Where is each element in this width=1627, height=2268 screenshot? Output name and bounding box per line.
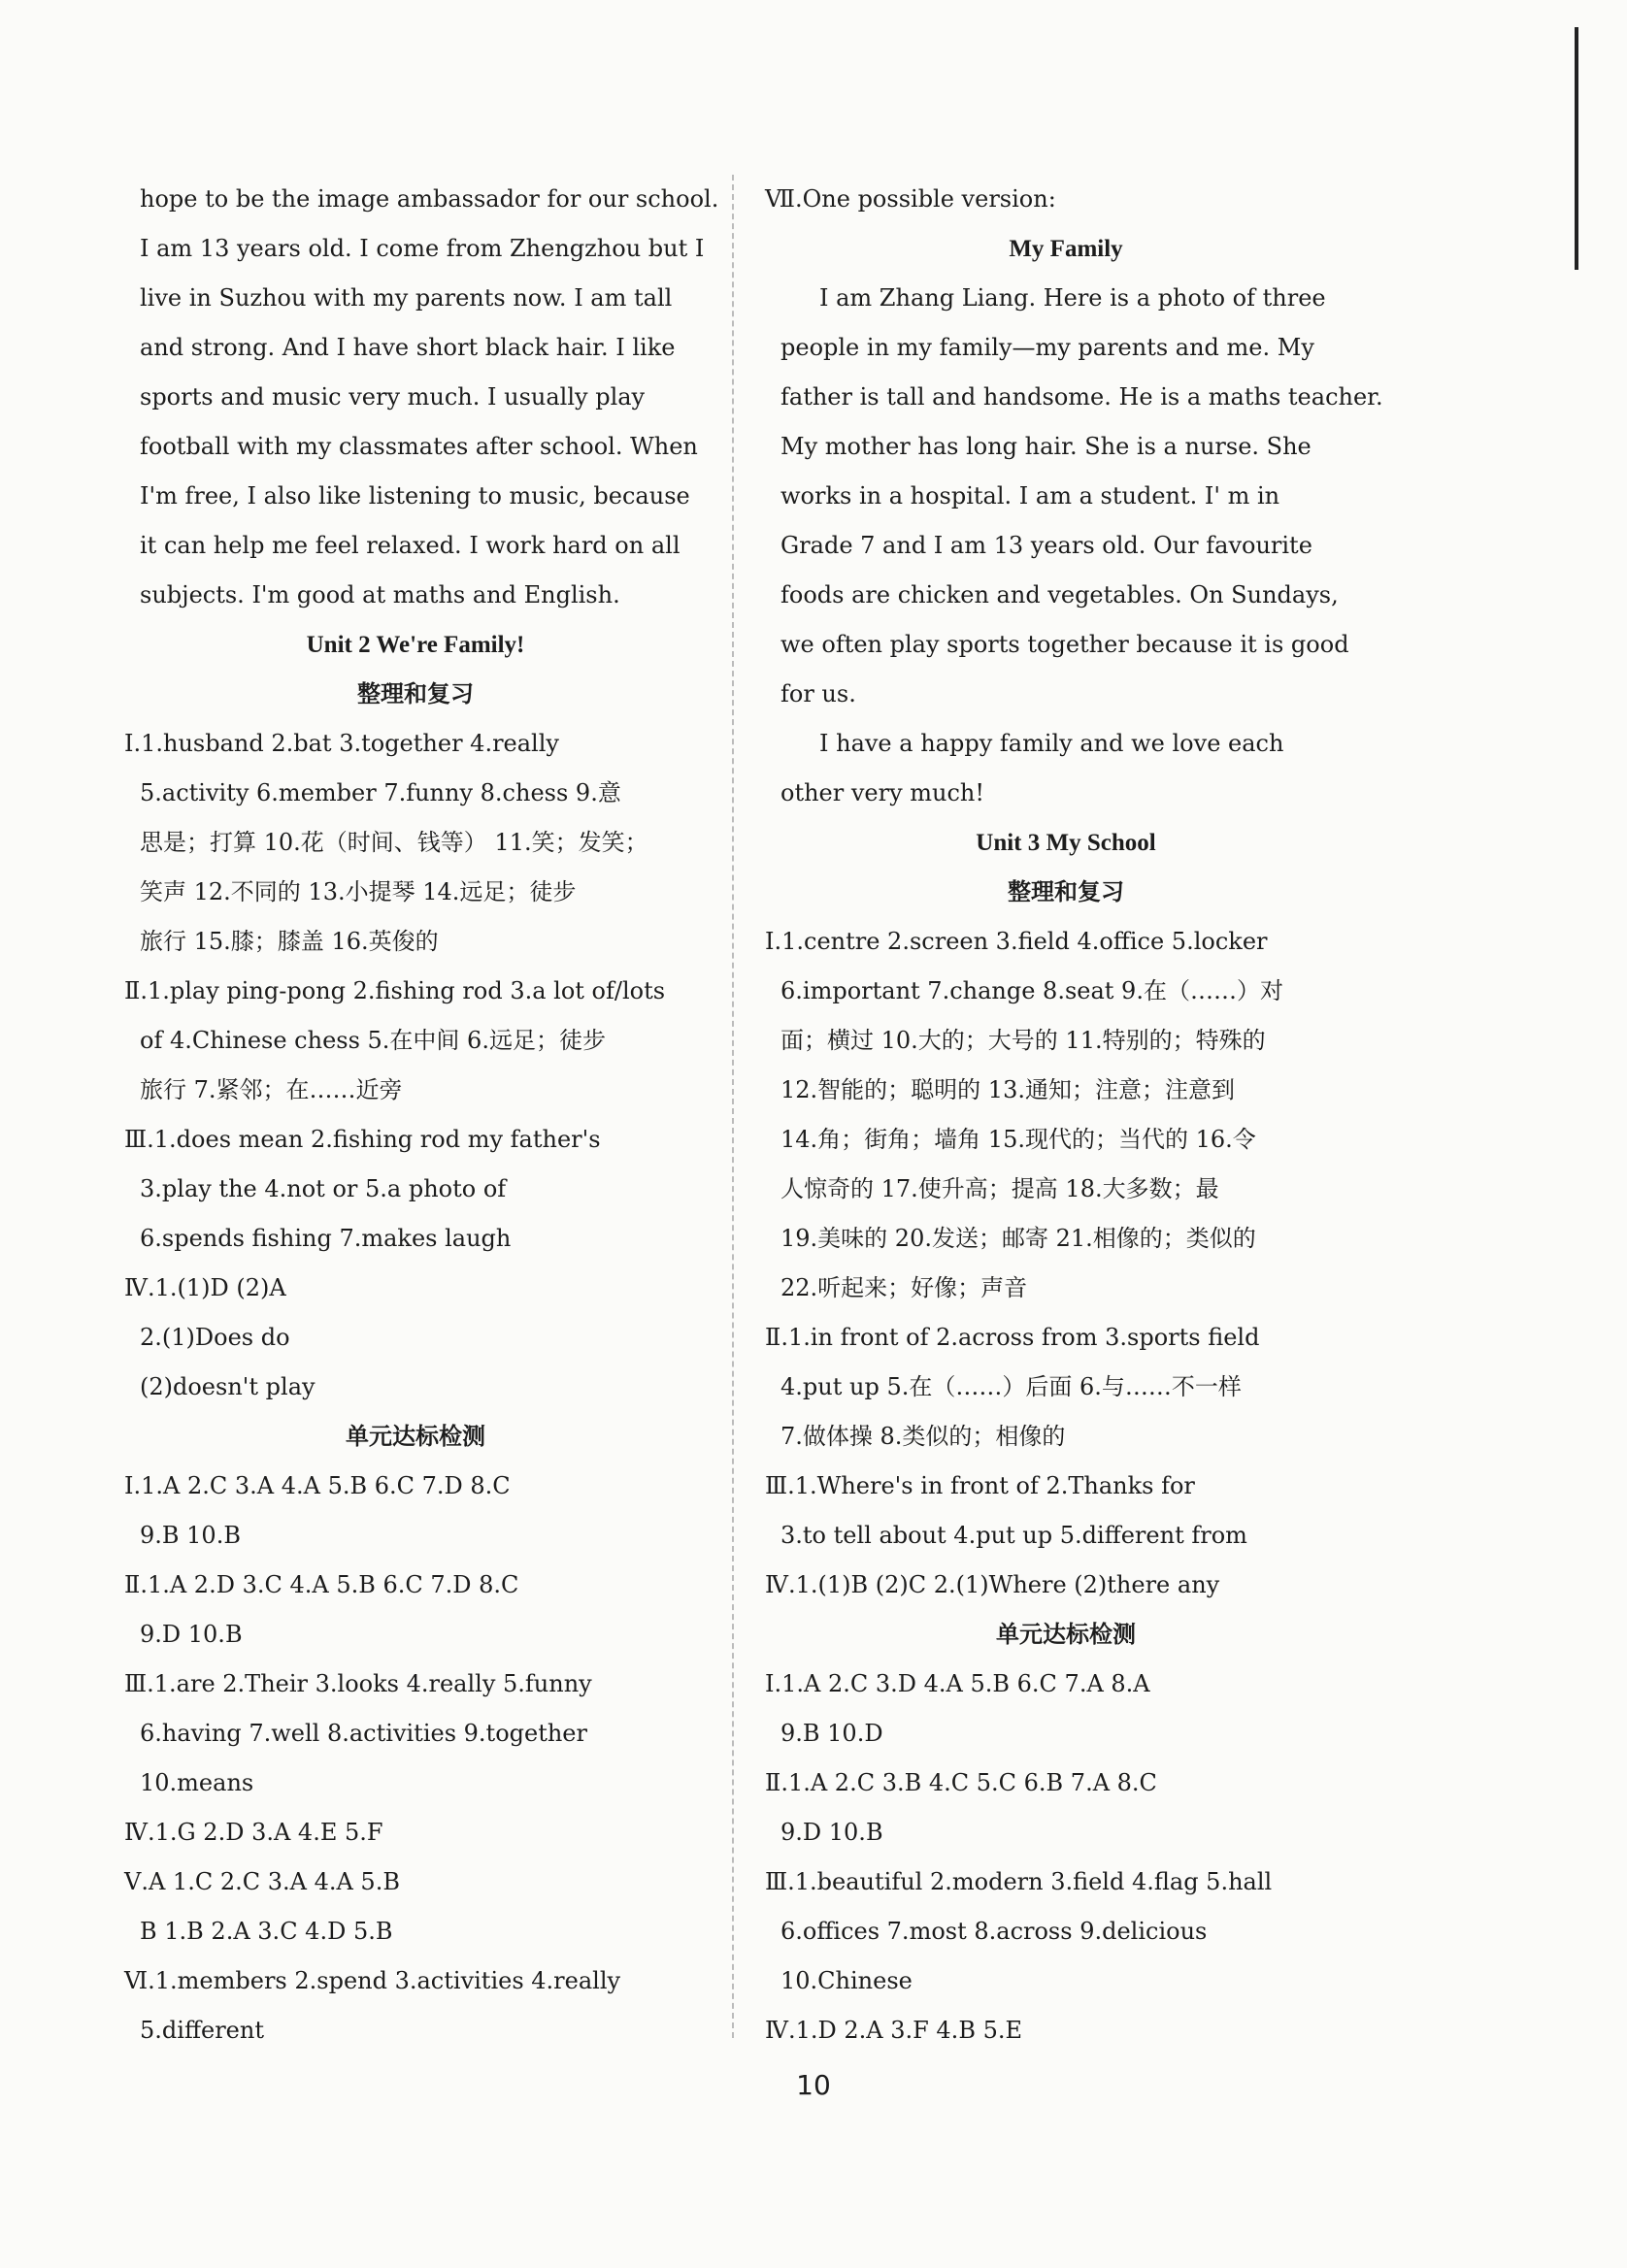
left-line: 单元达标检测	[346, 1423, 485, 1450]
right-line: Ⅳ.1.D 2.A 3.F 4.B 5.E	[765, 2017, 1022, 2044]
right-line: I am Zhang Liang. Here is a photo of three	[819, 284, 1326, 312]
left-line: Ⅱ.1.play ping-pong 2.fishing rod 3.a lot of/lots	[124, 977, 666, 1004]
right-line: Ⅱ.1.in front of 2.across from 3.sports field	[765, 1324, 1260, 1351]
left-line: 旅行 15.膝；膝盖 16.英俊的	[140, 928, 439, 955]
right-line: 面；横过 10.大的；大号的 11.特别的；特殊的	[780, 1027, 1266, 1054]
right-line: 人惊奇的 17.使升高；提高 18.大多数；最	[780, 1175, 1219, 1202]
left-line: 3.play the 4.not or 5.a photo of	[140, 1175, 507, 1202]
right-line: foods are chicken and vegetables. On Sundays,	[780, 581, 1339, 608]
right-line: 3.to tell about 4.put up 5.different from	[780, 1522, 1247, 1549]
right-line: Unit 3 My School	[976, 830, 1156, 856]
right-line: 7.做体操 8.类似的；相像的	[780, 1423, 1066, 1450]
left-line: 9.B 10.B	[140, 1522, 241, 1549]
right-line: 4.put up 5.在（……）后面 6.与……不一样	[780, 1373, 1242, 1400]
right-line: 22.听起来；好像；声音	[780, 1274, 1028, 1301]
left-line: sports and music very much. I usually play	[140, 383, 646, 411]
left-line: 5.different	[140, 2017, 264, 2044]
right-line: 14.角；街角；墙角 15.现代的；当代的 16.令	[780, 1126, 1256, 1153]
right-line: Grade 7 and I am 13 years old. Our favourite	[780, 532, 1312, 559]
right-line: 19.美味的 20.发送；邮寄 21.相像的；类似的	[780, 1225, 1256, 1252]
right-line: 12.智能的；聪明的 13.通知；注意；注意到	[780, 1076, 1235, 1103]
right-line: My mother has long hair. She is a nurse. She	[780, 433, 1312, 460]
left-line: 整理和复习	[357, 680, 474, 707]
left-line: of 4.Chinese chess 5.在中间 6.远足；徒步	[140, 1027, 606, 1054]
right-line: we often play sports together because it is good	[780, 631, 1349, 658]
left-line: Ⅰ.1.husband 2.bat 3.together 4.really	[124, 730, 559, 757]
left-line: I'm free, I also like listening to music, because	[140, 482, 690, 509]
right-line: 单元达标检测	[996, 1621, 1136, 1648]
left-line: it can help me feel relaxed. I work hard on all	[140, 532, 681, 559]
right-line: Ⅱ.1.A 2.C 3.B 4.C 5.C 6.B 7.A 8.C	[765, 1769, 1157, 1796]
right-line: 6.offices 7.most 8.across 9.delicious	[780, 1918, 1208, 1945]
left-column	[124, 175, 719, 2055]
right-line: 6.important 7.change 8.seat 9.在（……）对	[780, 977, 1283, 1004]
right-line: Ⅶ.One possible version:	[765, 185, 1056, 213]
left-line: Ⅴ.A 1.C 2.C 3.A 4.A 5.B	[124, 1868, 400, 1895]
left-line: 6.having 7.well 8.activities 9.together	[140, 1720, 587, 1747]
left-line: subjects. I'm good at maths and English.	[140, 581, 620, 608]
left-line: 9.D 10.B	[140, 1621, 243, 1648]
left-line: 10.means	[140, 1769, 254, 1796]
left-line: 旅行 7.紧邻；在……近旁	[140, 1076, 403, 1103]
left-line: football with my classmates after school. When	[140, 433, 698, 460]
left-line: Unit 2 We're Family!	[306, 632, 525, 658]
left-line: Ⅲ.1.are 2.Their 3.looks 4.really 5.funny	[124, 1670, 592, 1697]
left-line: Ⅰ.1.A 2.C 3.A 4.A 5.B 6.C 7.D 8.C	[124, 1472, 511, 1499]
right-line: Ⅲ.1.Where's in front of 2.Thanks for	[765, 1472, 1195, 1499]
right-line: 9.D 10.B	[780, 1819, 883, 1846]
right-line: 9.B 10.D	[780, 1720, 883, 1747]
left-line: Ⅲ.1.does mean 2.fishing rod my father's	[124, 1126, 601, 1153]
left-line: Ⅱ.1.A 2.D 3.C 4.A 5.B 6.C 7.D 8.C	[124, 1571, 519, 1598]
right-line: I have a happy family and we love each	[819, 730, 1284, 757]
left-line: 思是；打算 10.花（时间、钱等） 11.笑；发笑；	[140, 829, 648, 856]
right-line: other very much!	[780, 779, 985, 806]
right-line: for us.	[780, 680, 856, 707]
left-line: Ⅳ.1.(1)D (2)A	[124, 1274, 286, 1301]
left-line: 2.(1)Does do	[140, 1324, 290, 1351]
right-line: 整理和复习	[1008, 878, 1124, 905]
right-line: 10.Chinese	[780, 1967, 913, 1994]
right-line: people in my family—my parents and me. My	[780, 334, 1314, 361]
right-line: Ⅰ.1.centre 2.screen 3.field 4.office 5.locker	[765, 928, 1268, 955]
left-line: and strong. And I have short black hair. I like	[140, 334, 676, 361]
right-line: Ⅳ.1.(1)B (2)C 2.(1)Where (2)there any	[765, 1571, 1220, 1598]
left-line: 笑声 12.不同的 13.小提琴 14.远足；徒步	[140, 878, 577, 905]
right-column	[765, 175, 1383, 2055]
left-line: I am 13 years old. I come from Zhengzhou but I	[140, 235, 705, 262]
page-number: 10	[796, 2069, 831, 2101]
left-line: 6.spends fishing 7.makes laugh	[140, 1225, 512, 1252]
right-line: works in a hospital. I am a student. I' m in	[780, 482, 1280, 509]
left-line: Ⅵ.1.members 2.spend 3.activities 4.really	[124, 1967, 621, 1994]
edge-line	[1575, 27, 1578, 270]
right-line: Ⅲ.1.beautiful 2.modern 3.field 4.flag 5.hall	[765, 1868, 1273, 1895]
column-divider	[732, 175, 734, 2038]
left-line: 5.activity 6.member 7.funny 8.chess 9.意	[140, 779, 621, 806]
left-line: (2)doesn't play	[140, 1373, 315, 1400]
left-line: hope to be the image ambassador for our school.	[140, 185, 719, 213]
right-line: My Family	[1009, 236, 1123, 262]
right-line: Ⅰ.1.A 2.C 3.D 4.A 5.B 6.C 7.A 8.A	[765, 1670, 1150, 1697]
left-line: B 1.B 2.A 3.C 4.D 5.B	[140, 1918, 393, 1945]
left-line: Ⅳ.1.G 2.D 3.A 4.E 5.F	[124, 1819, 383, 1846]
right-line: father is tall and handsome. He is a maths teacher.	[780, 383, 1383, 411]
left-line: live in Suzhou with my parents now. I am tall	[140, 284, 673, 312]
